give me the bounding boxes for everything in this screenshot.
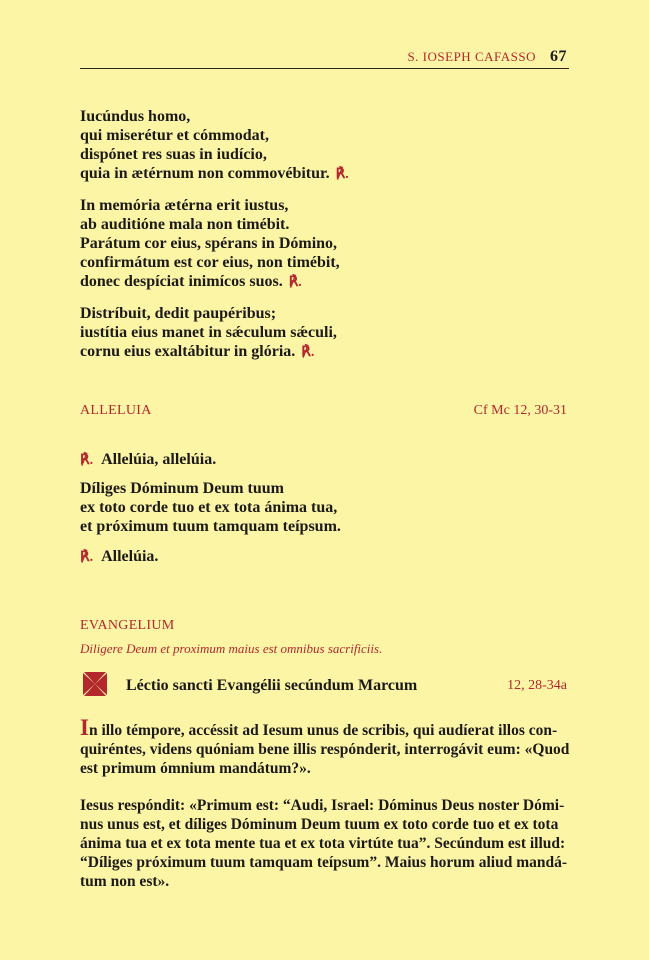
paragraph-line: tum non est». xyxy=(80,873,170,890)
verse-line: et próximum tuum tamquam teípsum. xyxy=(80,518,341,535)
alleluia-response xyxy=(80,450,580,470)
paragraph-line: n illo témpore, accéssit ad Iesum unus de scribis, qui audíerat illos con- xyxy=(88,722,558,739)
verse-line: dispónet res suas in iudício, xyxy=(80,146,267,163)
gospel-paragraph-1 xyxy=(80,715,570,778)
gospel-heading: EVANGELIUM xyxy=(80,618,175,633)
verse-line: In memória ætérna erit iustus, xyxy=(80,197,289,214)
maltese-cross-icon xyxy=(80,669,110,699)
paragraph-line: “Díliges próximum tuum tamquam teípsum”. Maius horum aliud mandá- xyxy=(80,854,568,871)
closing-text: Allelúia. xyxy=(101,548,159,565)
response-symbol: ℟. xyxy=(288,275,302,290)
verse-line: Díliges Dóminum Deum tuum xyxy=(80,480,285,497)
verse-line: cornu eius exaltábitur in glória. xyxy=(80,343,296,360)
verse-line: ex toto corde tuo et ex tota ánima tua, xyxy=(80,499,338,516)
paragraph-line: Iesus respóndit: «Primum est: “Audi, Israel: Dóminus Deus noster Dómi- xyxy=(80,797,565,814)
drop-cap: I xyxy=(80,715,89,740)
response-symbol: ℟. xyxy=(80,550,94,565)
gospel-paragraph-2 xyxy=(80,796,569,891)
running-title: S. IOSEPH CAFASSO xyxy=(407,49,536,64)
running-head xyxy=(407,48,567,66)
alleluia-closing xyxy=(80,547,580,567)
gospel-motto: Diligere Deum et proximum maius est omnibus sacrificiis. xyxy=(80,641,383,656)
paragraph-line: nus unus est, et díliges Dóminum Deum tuum ex toto corde tuo et ex tota xyxy=(80,816,559,833)
verse-line: Distríbuit, dedit paupéribus; xyxy=(80,305,277,322)
response-text: Allelúia, allelúia. xyxy=(101,451,217,468)
verse-line: confirmátum est cor eius, non timébit, xyxy=(80,254,340,271)
psalm-stanza-3 xyxy=(80,304,580,362)
paragraph-line: est primum ómnium mandátum?». xyxy=(80,760,311,777)
verse-line: iustítia eius manet in sǽculum sǽculi, xyxy=(80,324,337,341)
paragraph-line: quiréntes, videns quóniam bene illis respónderit, interrogávit eum: «Quod xyxy=(80,741,570,758)
verse-line: Iucúndus homo, xyxy=(80,108,191,125)
response-symbol: ℟. xyxy=(80,453,94,468)
psalm-stanza-2 xyxy=(80,196,580,292)
verse-line: qui miserétur et cómmodat, xyxy=(80,127,269,144)
gospel-lectio: Léctio sancti Evangélii secúndum Marcum xyxy=(126,677,418,694)
verse-line: Parátum cor eius, spérans in Dómino, xyxy=(80,235,338,252)
response-symbol: ℟. xyxy=(335,167,349,182)
response-symbol: ℟. xyxy=(301,345,315,360)
alleluia-heading: ALLELUIA xyxy=(80,403,152,418)
verse-line: donec despíciat inimícos suos. xyxy=(80,273,283,290)
verse-line: ab auditióne mala non timébit. xyxy=(80,216,290,233)
alleluia-reference: Cf Mc 12, 30-31 xyxy=(473,403,567,418)
gospel-reference: 12, 28-34a xyxy=(507,678,567,693)
paragraph-line: ánima tua et ex tota mente tua et ex tota virtúte tua”. Secúndum est illud: xyxy=(80,835,566,852)
alleluia-verse xyxy=(80,479,580,536)
psalm-stanza-1 xyxy=(80,107,580,184)
page-number: 67 xyxy=(550,48,567,65)
verse-line: quia in ætérnum non commovébitur. xyxy=(80,165,330,182)
header-rule xyxy=(80,68,569,69)
